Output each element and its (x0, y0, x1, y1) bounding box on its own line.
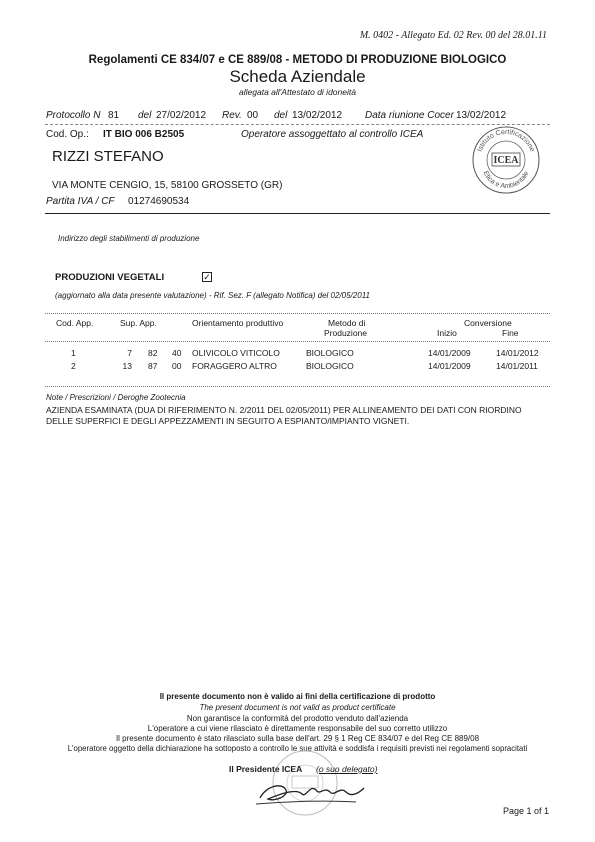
rev-date: 13/02/2012 (292, 110, 343, 121)
vat-number: 01274690534 (128, 196, 190, 207)
protocol-del-label: del (138, 110, 152, 121)
footer-line-4: L'operatore a cui viene rilasciato è direttamente responsabile del suo corretto utilizzo (147, 724, 448, 733)
header-orientamento: Orientamento produttivo (192, 318, 284, 328)
document-title: Regolamenti CE 834/07 e CE 889/08 - METODO DI PRODUZIONE BIOLOGICO (88, 54, 507, 66)
footer-line-5: Il presente documento è stato rilasciato sulla base dell'art. 29 § 1 Reg CE 834/07 e del Reg CE 889/08 (115, 734, 480, 743)
productions-note: (aggiornato alla data presente valutazione) - Rif. Sez. F (allegato Notifica) del 02/05/2011 (55, 291, 370, 300)
operator-control-text: Operatore assoggettato al controllo ICEA (241, 129, 424, 140)
signature (252, 772, 372, 810)
seal-center-text: ICEA (493, 155, 519, 166)
seal-top-text: Istituto Certificazione (476, 128, 536, 153)
productions-checkbox (202, 272, 212, 282)
attestato-note: allegata all'Attestato di idoneità (239, 87, 356, 97)
rev-label: Rev. (222, 110, 242, 121)
notes-line-1: AZIENDA ESAMINATA (DUA DI RIFERIMENTO N. 2/2011 DEL 02/05/2011) PER ALLINEAMENTO DEI DATI CON RIORDINO (46, 405, 522, 415)
header-sup-app: Sup. App. (120, 318, 157, 328)
rev-del-label: del (274, 110, 288, 121)
operator-address: VIA MONTE CENGIO, 15, 58100 GROSSETO (GR) (52, 180, 283, 191)
document-subtitle: Scheda Aziendale (229, 67, 366, 86)
seal-bottom-text: Etica e Ambientale (481, 170, 531, 191)
section-divider (45, 213, 550, 214)
footer-line-2: The present document is not valid as product certificate (199, 703, 396, 712)
table-bottom-rule (45, 386, 550, 387)
cell-orientamento: FORAGGERO ALTRO (192, 361, 277, 371)
operator-code: IT BIO 006 B2505 (103, 129, 185, 140)
cell-inizio: 14/01/2009 (428, 348, 471, 358)
icea-seal (470, 124, 542, 196)
vat-label: Partita IVA / CF (46, 196, 115, 207)
protocol-date: 27/02/2012 (156, 110, 207, 121)
header-metodo-1: Metodo di (328, 318, 366, 328)
operator-name: RIZZI STEFANO (52, 148, 164, 165)
header-conversione: Conversione (464, 318, 512, 328)
protocol-label: Protocollo N (46, 110, 101, 121)
page-number: Page 1 of 1 (502, 806, 549, 816)
protocol-number: 81 (108, 110, 120, 121)
document-ref-code: M. 0402 - Allegato Ed. 02 Rev. 00 del 28.01.11 (359, 30, 547, 41)
cell-cod: 2 (71, 361, 76, 371)
cell-ca: 40 (172, 348, 182, 358)
header-fine: Fine (502, 328, 519, 338)
cell-a: 87 (148, 361, 158, 371)
cocer-label: Data riunione Cocer (365, 110, 454, 121)
cell-a: 82 (148, 348, 158, 358)
cell-ca: 00 (172, 361, 182, 371)
header-cod-app: Cod. App. (56, 318, 94, 328)
notes-line-2: DELLE SUPERFICI E DEGLI APPEZZAMENTI IN SEGUITO A ESPIANTO/IMPIANTO VIGNETI. (46, 416, 410, 426)
sites-label: Indirizzo degli stabilimenti di produzione (58, 234, 200, 243)
table-header-rule (45, 341, 550, 342)
president-label: Il Presidente ICEA (229, 764, 303, 774)
cell-inizio: 14/01/2009 (428, 361, 471, 371)
header-inizio: Inizio (437, 328, 457, 338)
header-metodo-2: Produzione (324, 328, 368, 338)
cell-ha: 13 (122, 361, 132, 371)
cell-metodo: BIOLOGICO (306, 348, 354, 358)
cell-fine: 14/01/2012 (496, 348, 539, 358)
notes-label: Note / Prescrizioni / Deroghe Zootecnia (46, 393, 186, 402)
table-top-rule (45, 313, 550, 314)
footer-line-1: Il presente documento non è valido ai fini della certificazione di prodotto (159, 692, 436, 701)
cell-metodo: BIOLOGICO (306, 361, 354, 371)
cell-cod: 1 (71, 348, 76, 358)
rev-number: 00 (247, 110, 259, 121)
check-icon: ✓ (203, 272, 211, 282)
productions-title: PRODUZIONI VEGETALI (55, 272, 165, 283)
footer-line-6: L'operatore oggetto della dichiarazione ha sottoposto a controllo le sue attività e soddisfa i requisiti previsti nei regolamenti sopracitati (67, 744, 528, 753)
president-note: (o suo delegato) (316, 764, 378, 774)
footer-line-3: Non garantisce la conformità del prodotto venduto dall'azienda (186, 714, 409, 723)
cell-ha: 7 (127, 348, 132, 358)
svg-text:Etica e Ambientale (482, 170, 531, 190)
cell-fine: 14/01/2011 (496, 361, 538, 371)
operator-code-label: Cod. Op.: (46, 129, 89, 140)
cocer-date: 13/02/2012 (456, 110, 507, 121)
cell-orientamento: OLIVICOLO VITICOLO (192, 348, 280, 358)
